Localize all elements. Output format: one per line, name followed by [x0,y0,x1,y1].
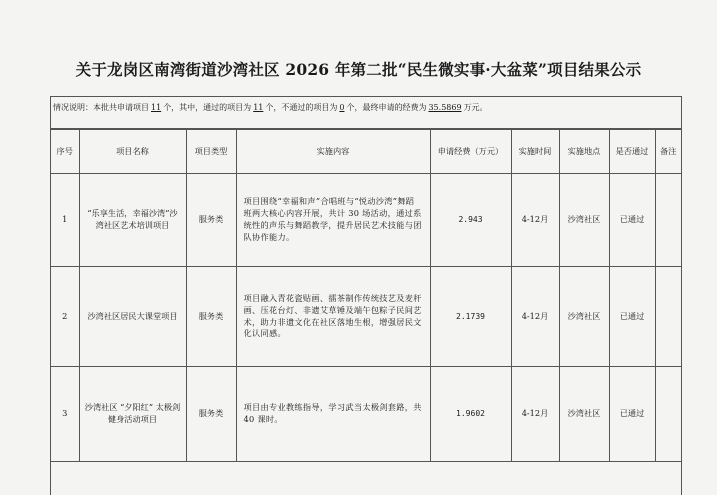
header-cell: 备注 [655,130,681,174]
project-status: 已通过 [609,174,655,267]
project-name: “乐享生活，幸福沙湾”沙湾社区艺术培训项目 [79,174,186,267]
summary-amount: 35.5869 [428,103,462,112]
table-header-row [51,130,681,174]
header-cell: 序号 [51,130,79,174]
project-note [655,174,681,267]
project-funds: 1.9602 [430,367,511,462]
row-number: 1 [51,174,79,267]
project-place: 沙湾社区 [559,174,609,267]
project-content: 项目围绕“幸福和声”合唱班与“悦动沙湾”舞蹈班两大核心内容开展，共计 30 场活动，通过系统性的声乐与舞蹈教学，提升居民艺术技能与团队协作能力。 [236,174,430,267]
summary-text: 万元。 [463,103,488,112]
project-place: 沙湾社区 [559,267,609,367]
summary-text: 情况说明：本批共申请项目 [53,103,149,112]
project-type: 服务类 [186,367,236,462]
table-row [51,174,681,267]
summary-line [51,97,681,129]
header-cell: 实施地点 [559,130,609,174]
row-number: 3 [51,367,79,462]
table-row [51,367,681,462]
summary-text: 个，其中，通过的项目为 [163,103,252,112]
project-status: 已通过 [609,267,655,367]
page-title: 关于龙岗区南湾街道沙湾社区 2026 年第二批“民生微实事·大盆菜”项目结果公示 [75,60,642,79]
project-funds: 2.1739 [430,267,511,367]
header-cell: 实施时间 [511,130,559,174]
project-time: 4-12月 [511,367,559,462]
summary-total: 11 [151,103,162,112]
project-content: 项目由专业教练指导，学习武当太极剑套路，共 40 课时。 [236,367,430,462]
project-time: 4-12月 [511,267,559,367]
project-note [655,267,681,367]
summary-failed: 0 [339,103,345,112]
project-note [655,367,681,462]
project-type: 服务类 [186,267,236,367]
header-cell: 项目名称 [79,130,186,174]
project-funds: 2.943 [430,174,511,267]
header-cell: 实施内容 [236,130,430,174]
project-place: 沙湾社区 [559,367,609,462]
header-cell: 是否通过 [609,130,655,174]
summary-text: 个，最终申请的经费为 [346,103,427,112]
results-table [51,129,681,462]
results-sheet [50,96,682,495]
summary-text: 个，不通过的项目为 [265,103,338,112]
project-name: 沙湾社区 “夕阳红” 太极剑健身活动项目 [79,367,186,462]
table-row [51,267,681,367]
project-time: 4-12月 [511,174,559,267]
header-cell: 申请经费（万元） [430,130,511,174]
project-content: 项目融入青花瓷贴画、擂茶制作传统技艺及麦秆画、压花台灯、非遗艾草锤及端午包粽子民间艺术，助力非遗文化在社区落地生根，增强居民文化认同感。 [236,267,430,367]
project-type: 服务类 [186,174,236,267]
project-status: 已通过 [609,367,655,462]
header-cell: 项目类型 [186,130,236,174]
summary-passed: 11 [253,103,264,112]
row-number: 2 [51,267,79,367]
project-name: 沙湾社区居民大课堂项目 [79,267,186,367]
